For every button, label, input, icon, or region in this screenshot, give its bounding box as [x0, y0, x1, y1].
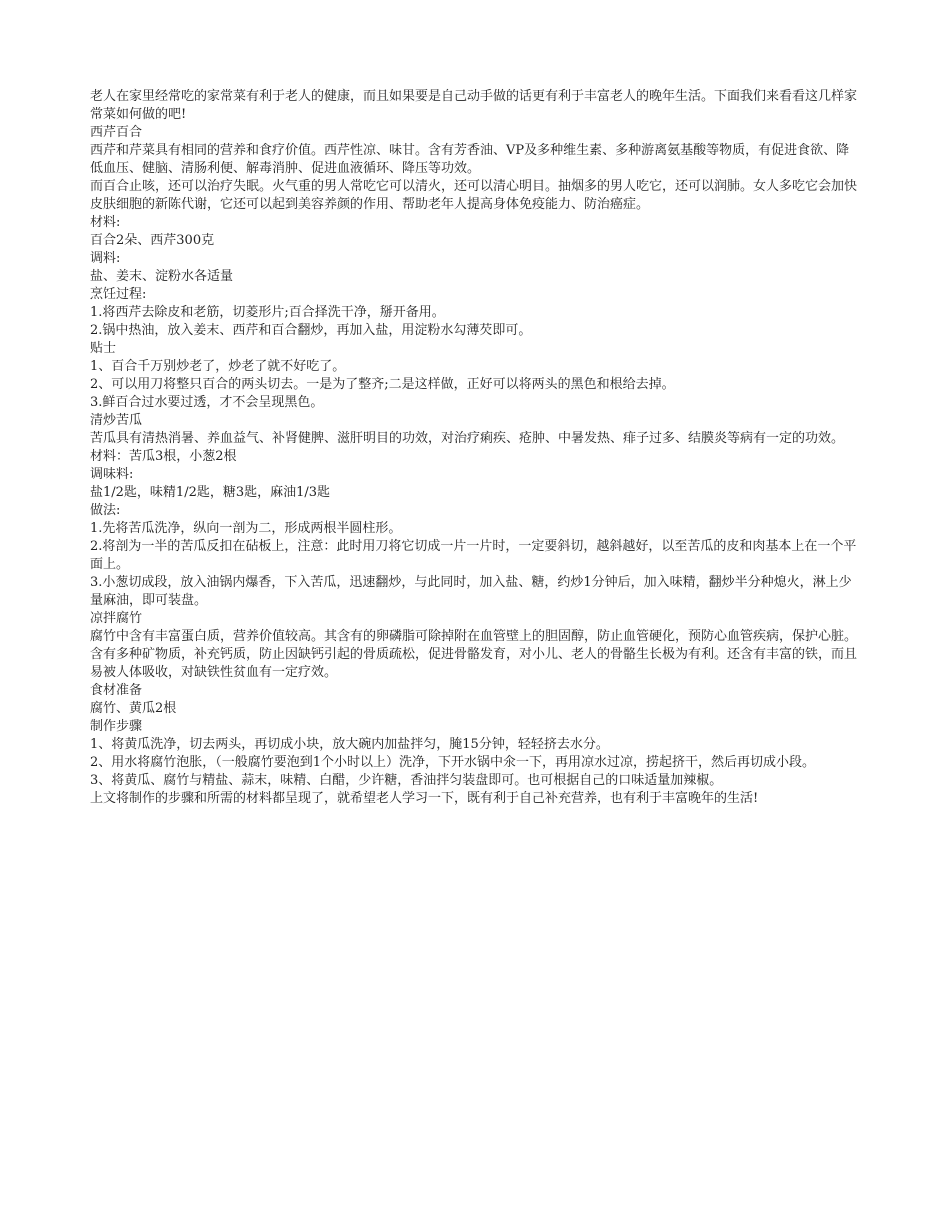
article-body — [90, 88, 860, 808]
dish3-step: 2、用水将腐竹泡胀，（一般腐竹要泡到1个小时以上）洗净，下开水锅中氽一下，再用凉水过凉，捞起挤干，然后再切成小段。 — [90, 755, 816, 770]
dish1-tip: 1、百合千万别炒老了，炒老了就不好吃了。 — [90, 359, 346, 374]
dish1-tip: 2、可以用刀将整只百合的两头切去。一是为了整齐;二是这样做，正好可以将两头的黑色和根给去掉。 — [90, 377, 675, 392]
outro-paragraph: 上文将制作的步骤和所需的材料都呈现了，就希望老人学习一下，既有利于自己补充营养，也有利于丰富晚年的生活! — [90, 791, 759, 806]
dish3-steps-label: 制作步骤 — [90, 719, 143, 734]
dish2-step: 1.先将苦瓜洗净，纵向一剖为二，形成两根半圆柱形。 — [90, 521, 402, 536]
dish1-tip: 3.鲜百合过水要过透，才不会呈现黑色。 — [90, 395, 324, 410]
dish1-step: 1.将西芹去除皮和老筋，切菱形片;百合择洗干净，掰开备用。 — [90, 305, 445, 320]
intro-paragraph: 老人在家里经常吃的家常菜有利于老人的健康，而且如果要是自己动手做的话更有利于丰富老人的晚年生活。下面我们来看看这几样家常菜如何做的吧! — [90, 89, 858, 122]
dish1-description-2: 而百合止咳，还可以治疗失眠。火气重的男人常吃它可以清火，还可以清心明目。抽烟多的男人吃它，还可以润肺。女人多吃它会加快皮肤细胞的新陈代谢，它还可以起到美容养颜的作用、帮助老年人提高身体免疫能力、防治癌症。 — [90, 179, 858, 212]
dish1-seasoning-label: 调料: — [90, 251, 121, 266]
dish2-step: 2.将剖为一半的苦瓜反扣在砧板上，注意：此时用刀将它切成一片一片时，一定要斜切，越斜越好，以至苦瓜的皮和肉基本上在一个平面上。 — [90, 539, 857, 572]
dish1-seasoning: 盐、姜末、淀粉水各适量 — [90, 269, 234, 284]
dish-title-bitter-melon: 清炒苦瓜 — [90, 413, 143, 428]
dish2-method-label: 做法: — [90, 503, 121, 518]
dish3-prep-label: 食材准备 — [90, 683, 143, 698]
dish3-step: 3、将黄瓜、腐竹与精盐、蒜末，味精、白醋，少许糖，香油拌匀装盘即可。也可根据自己的口味适量加辣椒。 — [90, 773, 723, 788]
dish2-description: 苦瓜具有清热消暑、养血益气、补肾健脾、滋肝明目的功效，对治疗痢疾、疮肿、中暑发热、痱子过多、结膜炎等病有一定的功效。 — [90, 431, 845, 446]
dish3-description: 腐竹中含有丰富蛋白质，营养价值较高。其含有的卵磷脂可除掉附在血管壁上的胆固醇，防止血管硬化，预防心血管疾病，保护心脏。含有多种矿物质，补充钙质，防止因缺钙引起的骨质疏松，促进骨骼发育，对小儿、老人的骨骼生长极为有利。还含有丰富的铁，而且易被人体吸收，对缺铁性贫血有一定疗效。 — [90, 629, 858, 680]
dish2-seasoning: 盐1/2匙，味精1/2匙，糖3匙，麻油1/3匙 — [90, 485, 331, 500]
dish2-seasoning-label: 调味料: — [90, 467, 134, 482]
dish1-materials-label: 材料: — [90, 215, 121, 230]
dish1-materials: 百合2朵、西芹300克 — [90, 233, 215, 248]
dish3-step: 1、将黄瓜洗净，切去两头，再切成小块，放大碗内加盐拌匀，腌15分钟，轻轻挤去水分。 — [90, 737, 609, 752]
dish-title-tofu-skin: 凉拌腐竹 — [90, 611, 143, 626]
dish-title-celery-lily: 西芹百合 — [90, 125, 143, 140]
dish3-prep: 腐竹、黄瓜2根 — [90, 701, 177, 716]
dish1-step: 2.锅中热油，放入姜末、西芹和百合翻炒，再加入盐，用淀粉水勾薄芡即可。 — [90, 323, 532, 338]
dish2-step: 3.小葱切成段，放入油锅内爆香，下入苦瓜，迅速翻炒，与此同时，加入盐、糖，约炒1分钟后，加入味精，翻炒半分种熄火，淋上少量麻油，即可装盘。 — [90, 575, 852, 608]
dish1-process-label: 烹饪过程: — [90, 287, 147, 302]
dish1-tips-label: 贴士 — [90, 341, 117, 356]
dish2-materials: 材料：苦瓜3根，小葱2根 — [90, 449, 237, 464]
dish1-description-1: 西芹和芹菜具有相同的营养和食疗价值。西芹性凉、味甘。含有芳香油、VP及多种维生素、多种游离氨基酸等物质，有促进食欲、降低血压、健脑、清肠利便、解毒消肿、促进血液循环、降压等功效。 — [90, 143, 850, 176]
